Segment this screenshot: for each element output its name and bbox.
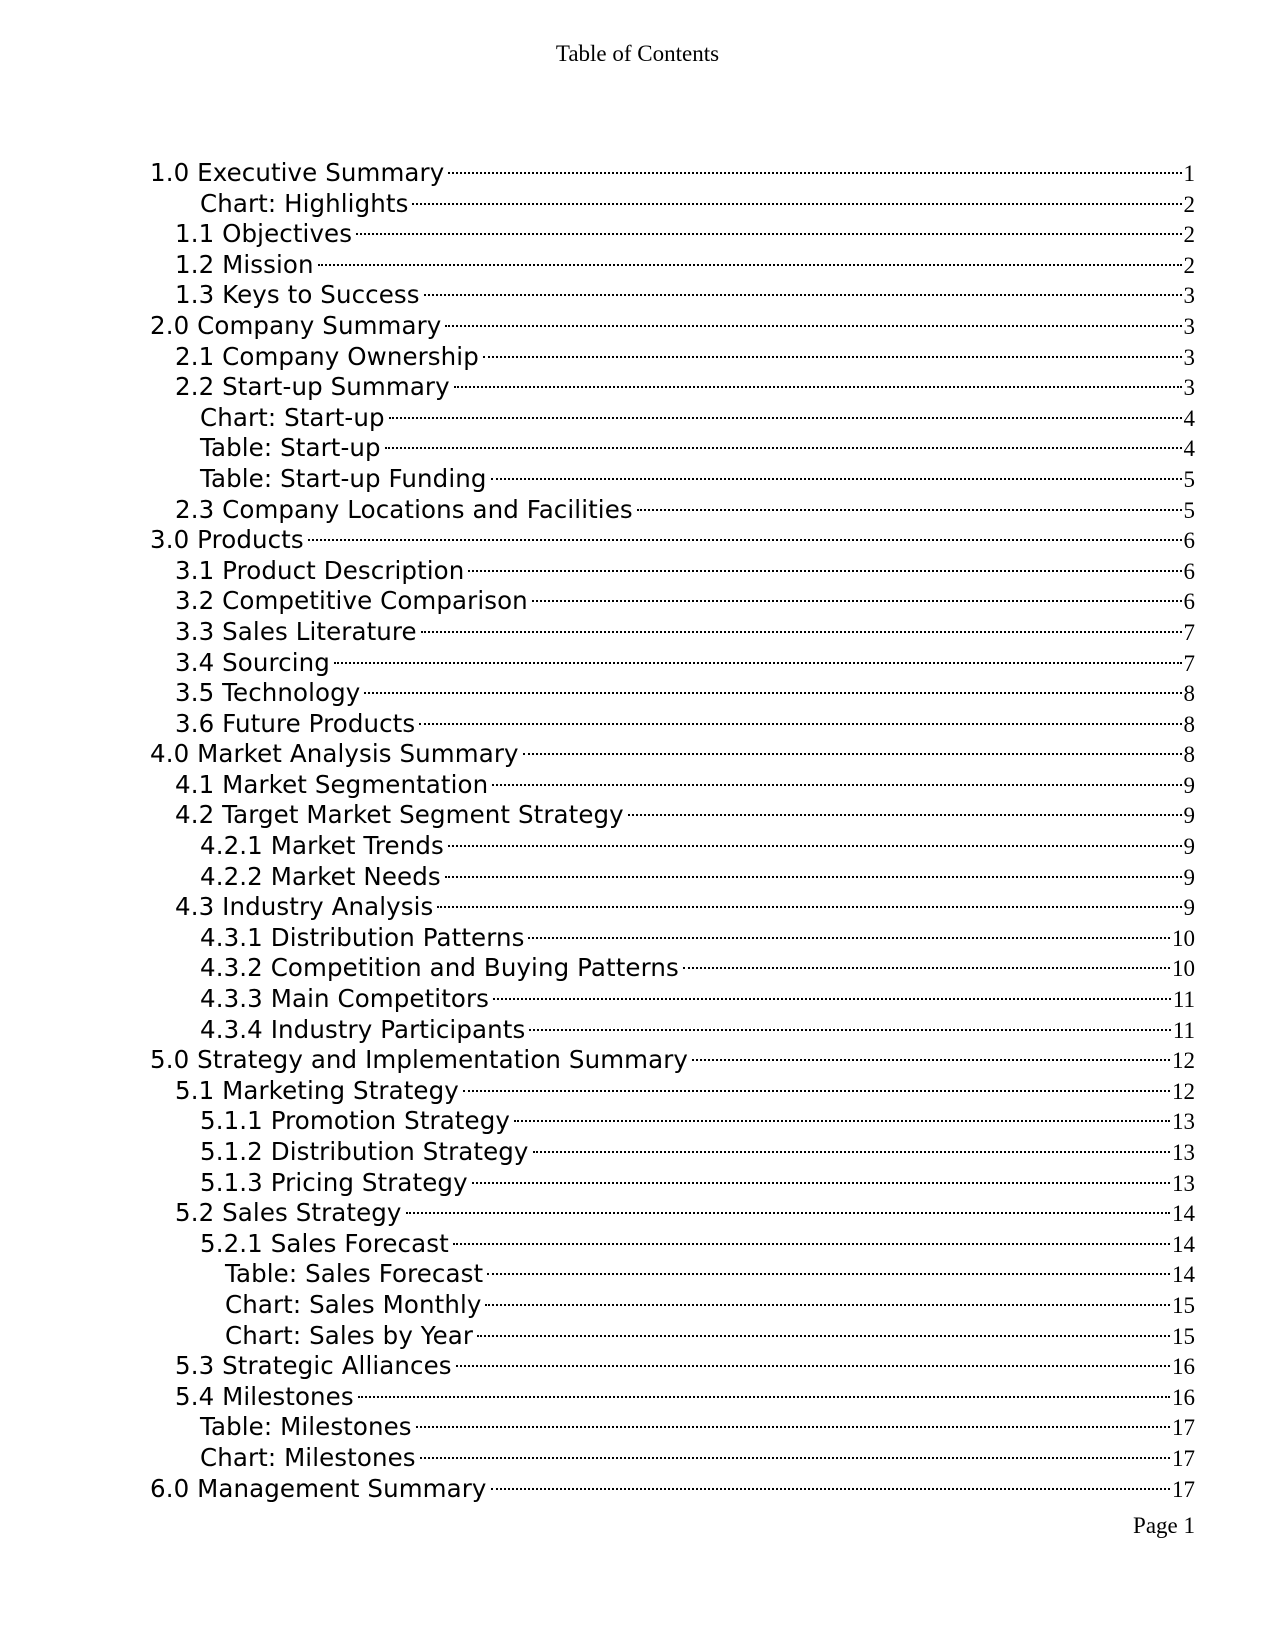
dot-leader xyxy=(628,793,1182,823)
dot-leader xyxy=(445,304,1181,334)
dot-leader xyxy=(406,1191,1170,1221)
toc-entry-label[interactable]: 4.3.3 Main Competitors xyxy=(200,984,490,1014)
toc-entry-page-number[interactable]: 14 xyxy=(1172,1262,1195,1288)
dot-leader xyxy=(358,1375,1170,1405)
toc-entry-page-number[interactable]: 5 xyxy=(1183,466,1195,492)
toc-entry-label[interactable]: Chart: Sales Monthly xyxy=(225,1289,482,1319)
dot-leader xyxy=(308,518,1182,548)
toc-entry-label[interactable]: 5.3 Strategic Alliances xyxy=(175,1351,452,1381)
toc-entry-page-number[interactable]: 3 xyxy=(1183,375,1195,401)
toc-entry-page-number[interactable]: 15 xyxy=(1172,1323,1195,1349)
toc-entry-page-number[interactable]: 2 xyxy=(1183,222,1195,248)
toc-entry-label[interactable]: 6.0 Management Summary xyxy=(150,1473,487,1503)
toc-entry-label[interactable]: 4.2.2 Market Needs xyxy=(200,861,441,891)
toc-entry-page-number[interactable]: 12 xyxy=(1172,1048,1195,1074)
toc-entry-page-number[interactable]: 10 xyxy=(1172,925,1195,951)
dot-leader xyxy=(453,1222,1170,1252)
toc-entry-page-number[interactable]: 9 xyxy=(1183,834,1195,860)
dot-leader xyxy=(419,702,1181,732)
toc-entry-page-number[interactable]: 4 xyxy=(1183,436,1195,462)
toc-entry-page-number[interactable]: 6 xyxy=(1183,589,1195,615)
toc-entry-page-number[interactable]: 17 xyxy=(1172,1445,1195,1471)
toc-entry-page-number[interactable]: 8 xyxy=(1183,681,1195,707)
dot-leader xyxy=(389,396,1182,426)
dot-leader xyxy=(412,182,1181,212)
toc-entry-page-number[interactable]: 11 xyxy=(1172,1017,1195,1043)
dot-leader xyxy=(334,641,1182,671)
toc-entry-page-number[interactable]: 17 xyxy=(1172,1415,1195,1441)
toc-entry-label[interactable]: 3.3 Sales Literature xyxy=(175,616,417,646)
toc-entry-label[interactable]: 4.2 Target Market Segment Strategy xyxy=(175,800,624,830)
toc-entry-page-number[interactable]: 14 xyxy=(1172,1231,1195,1257)
toc-entry-page-number[interactable]: 1 xyxy=(1183,161,1195,186)
dot-leader xyxy=(456,1344,1170,1374)
toc-entry-label[interactable]: 2.3 Company Locations and Facilities xyxy=(175,494,633,524)
toc-entry-page-number[interactable]: 12 xyxy=(1172,1078,1195,1104)
toc-entry-page-number[interactable]: 13 xyxy=(1172,1170,1195,1196)
dot-leader xyxy=(493,977,1171,1007)
toc-entry-page-number[interactable]: 8 xyxy=(1183,711,1195,737)
toc-entry-page-number[interactable]: 8 xyxy=(1183,742,1195,768)
dot-leader xyxy=(683,946,1170,976)
toc-entry-label[interactable]: Chart: Milestones xyxy=(200,1442,416,1472)
dot-leader xyxy=(485,1283,1170,1313)
dot-leader xyxy=(491,1467,1170,1497)
toc-entry-page-number[interactable]: 3 xyxy=(1183,344,1195,370)
dot-leader xyxy=(468,549,1181,579)
table-of-contents xyxy=(150,151,1195,1503)
toc-entry-label[interactable]: Chart: Sales by Year xyxy=(225,1320,474,1350)
dot-leader xyxy=(454,365,1182,395)
dot-leader xyxy=(364,671,1181,701)
dot-leader xyxy=(483,335,1182,365)
dot-leader xyxy=(385,426,1182,456)
toc-entry-label[interactable]: 3.5 Technology xyxy=(175,678,361,708)
toc-entry-label[interactable]: 4.3.4 Industry Participants xyxy=(200,1014,526,1044)
dot-leader xyxy=(487,1252,1170,1282)
dot-leader xyxy=(445,855,1182,885)
dot-leader xyxy=(472,1161,1170,1191)
toc-entry-page-number[interactable]: 7 xyxy=(1183,650,1195,676)
dot-leader xyxy=(523,732,1182,762)
dot-leader xyxy=(448,151,1181,181)
toc-entry-label[interactable]: Table: Start-up Funding xyxy=(200,463,487,493)
toc-entry-label[interactable]: 4.0 Market Analysis Summary xyxy=(150,739,519,769)
toc-entry-label[interactable]: 2.2 Start-up Summary xyxy=(175,372,450,402)
toc-entry-label[interactable]: 3.2 Competitive Comparison xyxy=(175,586,528,616)
toc-entry-page-number[interactable]: 9 xyxy=(1183,895,1195,921)
toc-entry-label[interactable]: 5.0 Strategy and Implementation Summary xyxy=(150,1045,689,1075)
toc-entry-label[interactable]: 5.1 Marketing Strategy xyxy=(175,1075,459,1105)
toc-entry[interactable] xyxy=(150,549,1195,585)
toc-entry-page-number[interactable]: 9 xyxy=(1183,864,1195,890)
dot-leader xyxy=(416,1405,1170,1435)
page-number-footer: Page 1 xyxy=(1133,1513,1195,1538)
toc-entry-label[interactable]: 4.2.1 Market Trends xyxy=(200,831,444,861)
toc-entry[interactable] xyxy=(150,151,1195,187)
toc-entry-label[interactable]: 2.0 Company Summary xyxy=(150,310,442,340)
dot-leader xyxy=(463,1069,1170,1099)
toc-entry-page-number[interactable]: 2 xyxy=(1183,191,1195,217)
toc-entry-label[interactable]: 5.1.3 Pricing Strategy xyxy=(200,1167,468,1197)
toc-entry-page-number[interactable]: 13 xyxy=(1172,1140,1195,1165)
toc-entry-label[interactable]: 5.1.1 Promotion Strategy xyxy=(200,1106,510,1136)
toc-entry-page-number[interactable]: 6 xyxy=(1183,528,1195,554)
toc-entry-label[interactable]: 4.1 Market Segmentation xyxy=(175,769,489,799)
toc-entry-page-number[interactable]: 10 xyxy=(1172,956,1195,982)
toc-entry-label[interactable]: 4.3.1 Distribution Patterns xyxy=(200,922,525,952)
dot-leader xyxy=(528,916,1170,946)
dot-leader xyxy=(448,824,1182,854)
page-title: Table of Contents xyxy=(555,41,720,66)
dot-leader xyxy=(692,1038,1170,1068)
toc-entry-label[interactable]: Chart: Highlights xyxy=(200,188,409,218)
dot-leader xyxy=(533,1130,1170,1160)
toc-entry-label[interactable]: 5.1.2 Distribution Strategy xyxy=(200,1137,529,1166)
toc-entry-label[interactable]: 4.3.2 Competition and Buying Patterns xyxy=(200,953,679,983)
toc-entry-page-number[interactable]: 4 xyxy=(1183,405,1195,431)
toc-entry-label[interactable]: 3.0 Products xyxy=(150,525,304,555)
dot-leader xyxy=(532,579,1182,609)
dot-leader xyxy=(637,488,1182,518)
dot-leader xyxy=(492,763,1181,793)
toc-entry-label[interactable]: 1.1 Objectives xyxy=(175,219,353,249)
dot-leader xyxy=(514,1099,1170,1129)
toc-entry-page-number[interactable]: 3 xyxy=(1183,283,1195,309)
toc-entry-page-number[interactable]: 2 xyxy=(1183,252,1195,278)
dot-leader xyxy=(421,610,1182,640)
toc-entry-label[interactable]: 1.2 Mission xyxy=(175,249,314,279)
toc-entry-label[interactable]: 3.6 Future Products xyxy=(175,708,416,738)
dot-leader xyxy=(420,1436,1170,1466)
toc-entry-label[interactable]: 3.4 Sourcing xyxy=(175,647,330,677)
toc-entry-label[interactable]: 5.4 Milestones xyxy=(175,1381,354,1411)
toc-entry-page-number[interactable]: 16 xyxy=(1172,1354,1195,1380)
dot-leader xyxy=(491,457,1182,487)
toc-entry-label[interactable]: Table: Sales Forecast xyxy=(225,1259,484,1289)
toc-entry-label[interactable]: 2.1 Company Ownership xyxy=(175,341,479,371)
toc-entry-page-number[interactable]: 6 xyxy=(1183,558,1195,584)
toc-entry-label[interactable]: 1.0 Executive Summary xyxy=(150,158,445,187)
toc-entry-label[interactable]: Table: Milestones xyxy=(200,1412,412,1442)
toc-entry-page-number[interactable]: 15 xyxy=(1172,1292,1195,1318)
toc-entry-page-number[interactable]: 13 xyxy=(1172,1109,1195,1135)
dot-leader xyxy=(529,1008,1171,1038)
dot-leader xyxy=(424,273,1182,303)
toc-entry-page-number[interactable]: 7 xyxy=(1183,619,1195,645)
dot-leader xyxy=(318,243,1182,273)
toc-entry-page-number[interactable]: 14 xyxy=(1172,1201,1195,1227)
dot-leader xyxy=(477,1314,1170,1344)
toc-entry-label[interactable]: 5.2.1 Sales Forecast xyxy=(200,1228,449,1258)
toc-entry-label[interactable]: 3.1 Product Description xyxy=(175,555,465,585)
toc-entry-page-number[interactable]: 17 xyxy=(1172,1476,1195,1502)
toc-entry-label[interactable]: 5.2 Sales Strategy xyxy=(175,1198,402,1228)
toc-entry-page-number[interactable]: 9 xyxy=(1183,772,1195,798)
dot-leader xyxy=(356,212,1181,242)
toc-entry-page-number[interactable]: 11 xyxy=(1172,987,1195,1013)
dot-leader xyxy=(437,885,1181,915)
toc-entry-label[interactable]: Table: Start-up xyxy=(200,433,381,463)
toc-entry-page-number[interactable]: 5 xyxy=(1183,497,1195,523)
toc-entry-label[interactable]: 1.3 Keys to Success xyxy=(175,280,420,310)
toc-entry-page-number[interactable]: 9 xyxy=(1183,803,1195,829)
toc-entry-page-number[interactable]: 3 xyxy=(1183,313,1195,339)
toc-entry-page-number[interactable]: 16 xyxy=(1172,1384,1195,1410)
toc-entry-label[interactable]: Chart: Start-up xyxy=(200,402,385,432)
toc-entry-label[interactable]: 4.3 Industry Analysis xyxy=(175,892,434,922)
